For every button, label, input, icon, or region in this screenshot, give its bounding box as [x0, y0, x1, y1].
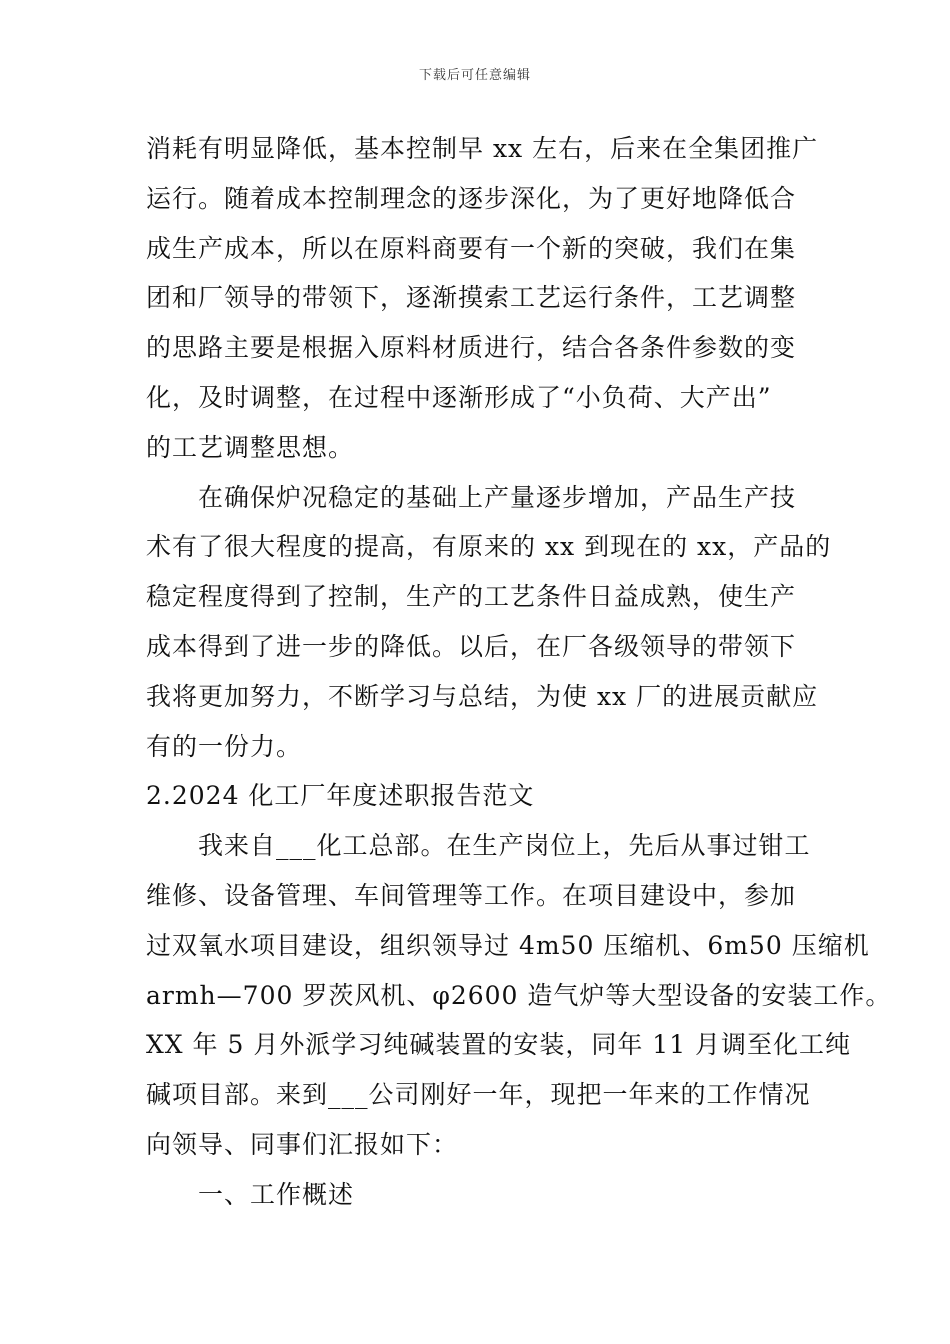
section-title-text: 2.2024 化工厂年度述职报告范文 — [146, 781, 535, 811]
text-line: 稳定程度得到了控制，生产的工艺条件日益成熟，使生产 — [146, 582, 797, 612]
subsection-heading-text: 一、工作概述 — [198, 1179, 355, 1209]
text-line: 向领导、同事们汇报如下： — [146, 1129, 459, 1159]
subsection-heading — [146, 1170, 836, 1220]
section-title — [146, 771, 836, 821]
text-line: 碱项目部。来到___公司刚好一年，现把一年来的工作情况 — [146, 1080, 811, 1110]
text-line: 过双氧水项目建设，组织领导过 4m50 压缩机、6m50 压缩机 — [146, 930, 870, 960]
text-line: XX 年 5 月外派学习纯碱装置的安装，同年 11 月调至化工纯 — [146, 1030, 852, 1060]
text-line: 有的一份力。 — [146, 731, 303, 761]
paragraph-2 — [146, 473, 836, 772]
text-line: 消耗有明显降低，基本控制早 xx 左右，后来在全集团推广 — [146, 134, 819, 163]
text-line: 维修、设备管理、车间管理等工作。在项目建设中，参加 — [146, 880, 797, 910]
text-line: 的工艺调整思想。 — [146, 432, 355, 462]
text-line: 化，及时调整，在过程中逐渐形成了“小负荷、大产出” — [146, 382, 772, 412]
text-line: 的思路主要是根据入原料材质进行，结合各条件参数的变 — [146, 333, 797, 363]
text-line: 我将更加努力，不断学习与总结，为使 xx 厂的进展贡献应 — [146, 681, 819, 711]
text-line: 术有了很大程度的提高，有原来的 xx 到现在的 xx，产品的 — [146, 532, 832, 562]
text-line: 成本得到了进一步的降低。以后，在厂各级领导的带领下 — [146, 631, 797, 661]
text-line: 团和厂领导的带领下，逐渐摸索工艺运行条件，工艺调整 — [146, 283, 797, 313]
paragraph-1 — [146, 124, 836, 473]
paragraph-3 — [146, 821, 892, 1170]
text-line: 运行。随着成本控制理念的逐步深化，为了更好地降低合 — [146, 183, 797, 213]
page-header-note: 下载后可任意编辑 — [418, 68, 531, 83]
text-line: 我来自___化工总部。在生产岗位上，先后从事过钳工 — [198, 831, 811, 861]
text-line: 成生产成本，所以在原料商要有一个新的突破，我们在集 — [146, 233, 797, 263]
text-line: armh—700 罗茨风机、φ2600 造气炉等大型设备的安装工作。 — [146, 980, 892, 1010]
document-body — [146, 124, 892, 1220]
text-line: 在确保炉况稳定的基础上产量逐步增加，产品生产技 — [198, 482, 797, 512]
